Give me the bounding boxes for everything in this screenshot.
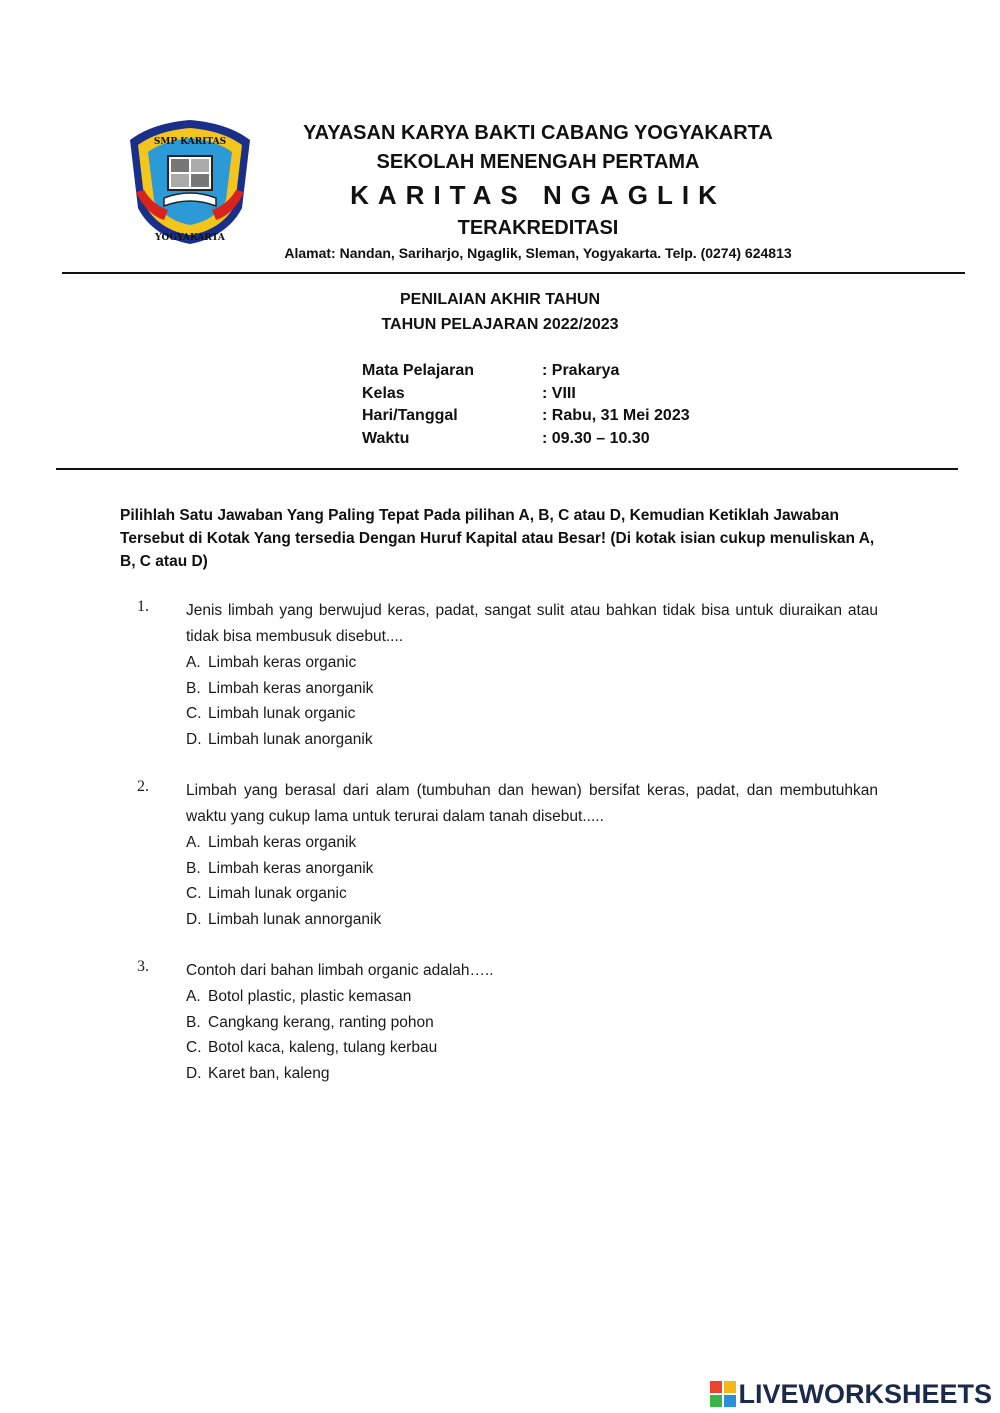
question-number: 1. bbox=[137, 598, 149, 615]
option-list bbox=[186, 650, 373, 752]
option-a[interactable] bbox=[186, 650, 373, 676]
option-d[interactable] bbox=[186, 1061, 437, 1087]
logo-text-bottom: YOGYAKARTA bbox=[155, 233, 225, 243]
option-letter: A. bbox=[186, 988, 201, 1005]
option-list bbox=[186, 830, 381, 932]
school-address: Alamat: Nandan, Sariharjo, Ngaglik, Sleman, Yogyakarta. Telp. (0274) 624813 bbox=[284, 245, 792, 261]
info-value: : Prakarya bbox=[542, 362, 620, 379]
option-letter: C. bbox=[186, 1039, 202, 1057]
question-text: Contoh dari bahan limbah organic adalah….. bbox=[186, 962, 494, 979]
option-letter: C. bbox=[186, 885, 202, 903]
exam-info bbox=[362, 362, 690, 452]
option-letter: A. bbox=[186, 654, 201, 671]
option-letter: D. bbox=[186, 910, 202, 928]
option-letter: B. bbox=[186, 859, 201, 877]
option-d[interactable] bbox=[186, 907, 381, 933]
option-text: Limbah keras organik bbox=[208, 834, 357, 851]
option-letter: C. bbox=[186, 705, 202, 723]
option-c[interactable] bbox=[186, 881, 381, 907]
option-text: Limbah lunak annorganik bbox=[208, 910, 382, 928]
option-text: Limbah keras anorganik bbox=[208, 679, 374, 697]
info-label: Mata Pelajaran bbox=[362, 362, 475, 379]
school-name: KARITAS NGAGLIK bbox=[350, 180, 726, 210]
liveworksheets-logo-icon bbox=[710, 1381, 736, 1407]
header-divider bbox=[62, 272, 965, 274]
option-text: Limah lunak organic bbox=[208, 885, 347, 903]
option-a[interactable] bbox=[186, 984, 437, 1010]
question-number: 2. bbox=[137, 778, 149, 795]
question-number: 3. bbox=[137, 958, 149, 975]
option-letter: D. bbox=[186, 730, 202, 748]
question-text: Jenis limbah yang berwujud keras, padat, sangat sulit atau bahkan tidak bisa untuk diuraikan atau tidak bisa membusuk disebut.... bbox=[186, 602, 878, 645]
option-letter: B. bbox=[186, 679, 201, 697]
info-divider bbox=[56, 468, 958, 470]
school-level: SEKOLAH MENENGAH PERTAMA bbox=[376, 151, 700, 173]
info-value: : VIII bbox=[542, 384, 576, 402]
option-text: Limbah lunak anorganik bbox=[208, 730, 373, 748]
option-letter: B. bbox=[186, 1013, 201, 1031]
exam-title: PENILAIAN AKHIR TAHUN bbox=[400, 291, 600, 308]
option-text: Karet ban, kaleng bbox=[208, 1064, 330, 1082]
question-text: Limbah yang berasal dari alam (tumbuhan dan hewan) bersifat keras, padat, dan membutuhkan waktu yang cukup lama untuk terurai dalam tanah disebut..... bbox=[186, 782, 878, 825]
option-b[interactable] bbox=[186, 1010, 437, 1036]
liveworksheets-watermark[interactable] bbox=[710, 1377, 992, 1411]
option-list bbox=[186, 984, 437, 1086]
info-row-date bbox=[362, 407, 690, 430]
info-value: : 09.30 – 10.30 bbox=[542, 429, 650, 447]
option-text: Botol plastic, plastic kemasan bbox=[208, 988, 412, 1005]
info-row-time bbox=[362, 430, 690, 453]
option-text: Limbah keras anorganik bbox=[208, 859, 374, 877]
accreditation-status: TERAKREDITASI bbox=[457, 217, 619, 239]
info-row-class bbox=[362, 385, 690, 408]
option-text: Cangkang kerang, ranting pohon bbox=[208, 1013, 434, 1031]
watermark-text: LIVEWORKSHEETS bbox=[738, 1378, 992, 1409]
option-text: Limbah keras organic bbox=[208, 654, 357, 671]
option-c[interactable] bbox=[186, 1035, 437, 1061]
logo-text-top: SMP KARITAS bbox=[153, 137, 227, 147]
instruction-text: Pilihlah Satu Jawaban Yang Paling Tepat Pada pilihan A, B, C atau D, Kemudian Ketiklah Jawaban Tersebut di Kotak Yang tersedia Dengan Huruf Kapital atau Besar! (Di kotak isian cukup menuliskan A, B, C atau D) bbox=[120, 507, 875, 570]
option-letter: A. bbox=[186, 834, 201, 851]
option-a[interactable] bbox=[186, 830, 381, 856]
option-letter: D. bbox=[186, 1064, 202, 1082]
option-b[interactable] bbox=[186, 676, 373, 702]
info-value: : Rabu, 31 Mei 2023 bbox=[542, 407, 690, 424]
info-label: Hari/Tanggal bbox=[362, 407, 458, 424]
exam-year: TAHUN PELAJARAN 2022/2023 bbox=[381, 316, 619, 333]
info-label: Waktu bbox=[362, 429, 410, 447]
foundation-name: YAYASAN KARYA BAKTI CABANG YOGYAKARTA bbox=[303, 122, 773, 144]
option-d[interactable] bbox=[186, 727, 373, 753]
info-row-subject bbox=[362, 362, 690, 385]
option-text: Limbah lunak organic bbox=[208, 705, 356, 723]
option-b[interactable] bbox=[186, 856, 381, 882]
option-c[interactable] bbox=[186, 701, 373, 727]
option-text: Botol kaca, kaleng, tulang kerbau bbox=[208, 1039, 438, 1057]
info-label: Kelas bbox=[362, 384, 405, 402]
